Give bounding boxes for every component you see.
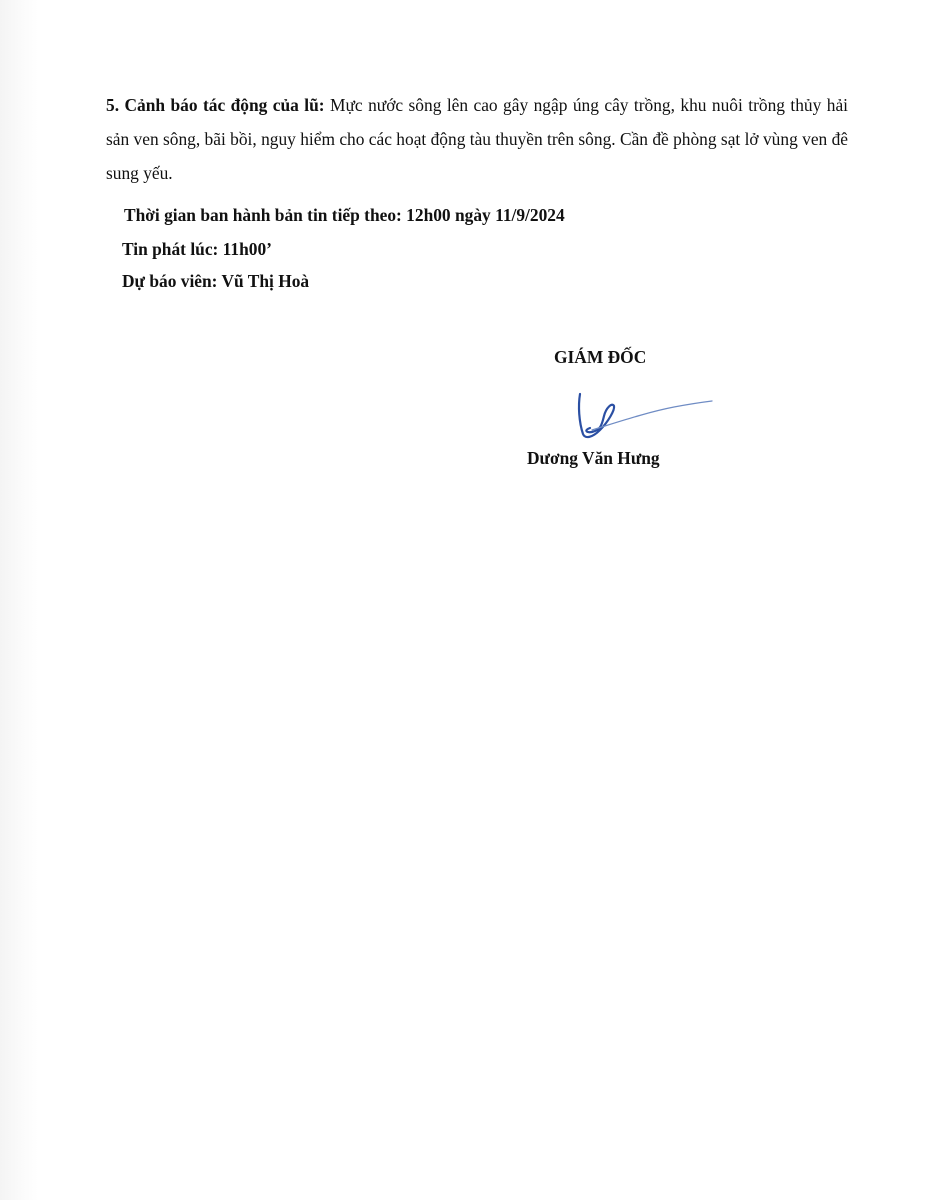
director-title: GIÁM ĐỐC bbox=[554, 347, 647, 367]
next-bulletin-time: Thời gian ban hành bản tin tiếp theo: 12h00 ngày 11/9/2024 bbox=[124, 205, 565, 225]
handwritten-signature bbox=[570, 386, 720, 446]
bulletin-issued-time: Tin phát lúc: 11h00’ bbox=[122, 239, 272, 259]
signer-name: Dương Văn Hưng bbox=[527, 448, 660, 468]
signature-stroke-loop bbox=[579, 394, 614, 437]
flood-impact-warning-heading: 5. Cảnh báo tác động của lũ: bbox=[106, 95, 325, 115]
page-left-edge bbox=[0, 0, 38, 1200]
flood-impact-warning-paragraph bbox=[106, 88, 848, 190]
flood-impact-warning-body: Mực nước sông lên cao gây ngập úng cây trồng, khu nuôi trồng thủy hải sản ven sông, bãi bồi, nguy hiểm cho các hoạt động tàu thuyền trên sông. Cần đề phòng sạt lở vùng ven đê sung yếu. bbox=[106, 95, 848, 183]
forecaster-name: Dự báo viên: Vũ Thị Hoà bbox=[122, 271, 310, 291]
